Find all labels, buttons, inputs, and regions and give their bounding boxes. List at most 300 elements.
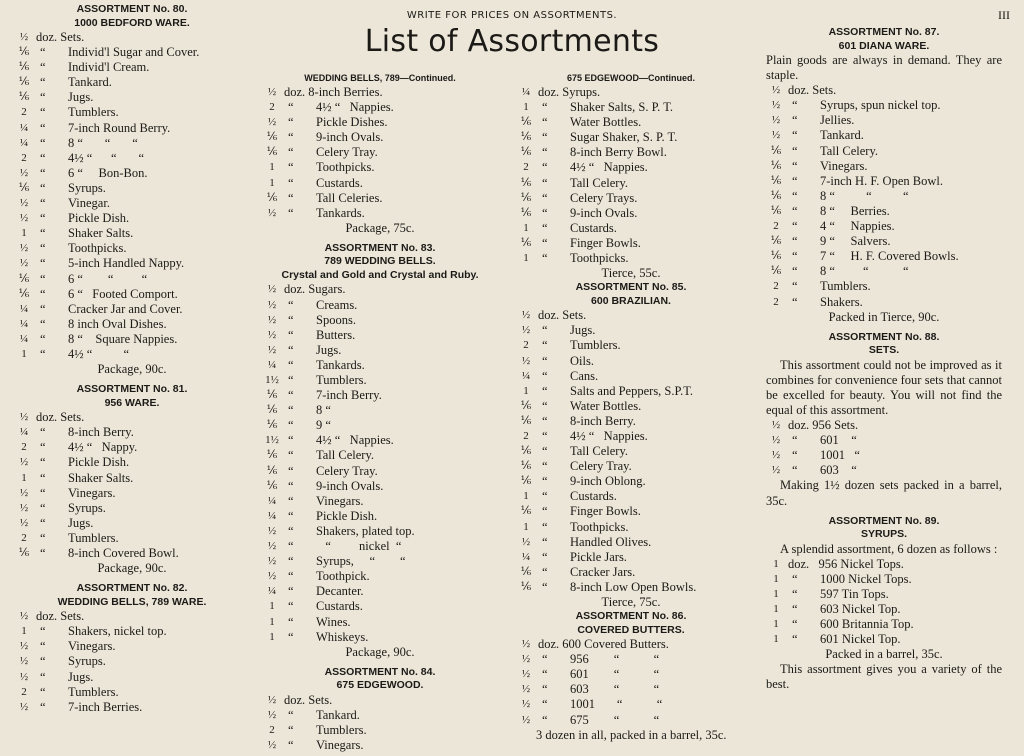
item-quantity: 1 — [269, 176, 275, 189]
item-quantity: ⅙ — [520, 146, 532, 159]
item-quantity: ½ — [19, 700, 29, 713]
item-text: Sugar Shaker, S. P. T. — [570, 130, 678, 145]
item-text: 1001 “ “ — [570, 697, 663, 712]
ditto-mark: “ — [792, 113, 798, 128]
item-quantity: 1 — [21, 625, 27, 638]
ditto-mark: “ — [792, 617, 798, 632]
ditto-mark: “ — [288, 722, 294, 737]
item-text: Tall Celery. — [316, 448, 375, 463]
ditto-mark: “ — [288, 448, 294, 463]
item-quantity: ½ — [19, 242, 29, 255]
item-text: 1000 Nickel Tops. — [820, 571, 912, 586]
item-quantity: ⅙ — [520, 460, 532, 473]
list-item — [14, 670, 250, 685]
list-item — [14, 226, 250, 241]
assortment-83-package: Package, 90c. — [345, 644, 415, 659]
item-text: Tumblers. — [68, 684, 119, 699]
ditto-mark: “ — [40, 135, 46, 150]
item-text: 956 “ “ — [570, 652, 660, 667]
ditto-mark: “ — [542, 145, 548, 160]
item-quantity: ⅙ — [266, 479, 278, 492]
assortment-89-subtitle: SYRUPS. — [860, 528, 908, 541]
item-text: Jugs. — [570, 323, 596, 338]
ditto-mark: “ — [40, 301, 46, 316]
item-quantity: ¼ — [267, 509, 277, 522]
item-quantity: ⅙ — [18, 547, 30, 559]
list-item — [14, 75, 250, 90]
ditto-mark: “ — [792, 173, 798, 188]
ditto-mark: “ — [40, 639, 46, 654]
item-quantity: 1 — [21, 227, 27, 240]
ditto-mark: “ — [542, 519, 548, 534]
item-text: 8 “ — [316, 403, 331, 418]
item-text: 600 Britannia Top. — [820, 617, 914, 632]
assortment-83-subtitle-2: Crystal and Gold and Crystal and Ruby. — [281, 268, 479, 281]
item-quantity: ⅙ — [18, 76, 30, 89]
list-item — [262, 358, 498, 373]
list-item — [516, 682, 746, 697]
item-text: 6 “ Bon-Bon. — [68, 165, 148, 180]
list-item — [516, 323, 746, 338]
item-text: Celery Tray. — [316, 145, 378, 160]
item-quantity: ⅙ — [266, 131, 278, 144]
ditto-mark: “ — [40, 654, 46, 669]
assortment-80-package: Package, 90c. — [97, 362, 167, 377]
assortment-85-items — [516, 308, 746, 595]
ditto-mark: “ — [40, 105, 46, 120]
list-item — [766, 234, 1002, 249]
item-text: Vinegars. — [316, 493, 364, 508]
list-item — [766, 448, 1002, 463]
item-text: Tall Celery. — [570, 444, 629, 459]
item-text: Oils. — [570, 353, 594, 368]
item-text: Tumblers. — [316, 722, 367, 737]
item-text: 601 “ “ — [570, 667, 660, 682]
ditto-mark: “ — [542, 115, 548, 130]
ditto-mark: “ — [40, 485, 46, 500]
item-quantity: ½ — [267, 86, 277, 98]
item-text: Tankard. — [820, 128, 864, 143]
ditto-mark: “ — [40, 60, 46, 75]
ditto-mark: “ — [542, 323, 548, 338]
ditto-mark: “ — [792, 448, 798, 463]
ditto-mark: “ — [792, 632, 798, 647]
list-item — [14, 654, 250, 669]
item-quantity: ¼ — [267, 585, 277, 598]
ditto-mark: “ — [288, 190, 294, 205]
item-text: Water Bottles. — [570, 398, 642, 413]
ditto-mark: “ — [792, 98, 798, 113]
ditto-mark: “ — [40, 455, 46, 470]
item-text: Tumblers. — [68, 530, 119, 545]
ditto-mark: “ — [288, 433, 294, 448]
list-item — [14, 471, 250, 486]
list-item — [262, 160, 498, 175]
item-text: Tankards. — [316, 357, 365, 372]
assortment-84-title: ASSORTMENT No. 84. — [324, 665, 436, 678]
item-text: doz. Syrups. — [538, 85, 601, 99]
item-text: 4½ “ “ “ — [68, 150, 145, 165]
assortment-89-package: Packed in a barrel, 35c. — [825, 647, 943, 662]
item-quantity: ¼ — [19, 317, 29, 330]
item-text: doz. Sets. — [36, 609, 85, 624]
item-quantity: ⅙ — [266, 146, 278, 159]
ditto-mark: “ — [40, 271, 46, 286]
item-quantity: ⅙ — [266, 464, 278, 477]
item-quantity: 1 — [773, 633, 779, 646]
item-text: 8-inch Berry Bowl. — [570, 145, 667, 160]
assortment-89-closing: This assortment gives you a variety of the best. — [766, 662, 1002, 692]
item-text: 7-inch H. F. Open Bowl. — [820, 173, 943, 188]
list-item — [14, 256, 250, 271]
item-text: Tall Celery. — [820, 143, 879, 158]
ditto-mark: “ — [542, 579, 548, 594]
assortment-85-subtitle: 600 BRAZILIAN. — [591, 294, 671, 307]
ditto-mark: “ — [288, 493, 294, 508]
item-quantity: ½ — [267, 328, 277, 341]
item-text: doz. Sugars. — [284, 282, 346, 297]
ditto-mark: “ — [542, 474, 548, 489]
list-item — [516, 308, 746, 323]
item-text: Custards. — [570, 220, 617, 235]
ditto-mark: “ — [40, 331, 46, 346]
item-text: Syrups, spun nickel top. — [820, 98, 941, 113]
list-item — [14, 700, 250, 715]
prices-note: WRITE FOR PRICES ON ASSORTMENTS. — [406, 10, 618, 21]
item-text: Jugs. — [68, 90, 94, 105]
item-quantity: ⅙ — [18, 46, 30, 59]
item-quantity: ½ — [267, 313, 277, 326]
list-item — [516, 444, 746, 459]
item-text: 9 “ — [316, 418, 331, 433]
list-item — [14, 609, 250, 624]
ditto-mark: “ — [792, 264, 798, 279]
item-quantity: ½ — [521, 668, 531, 681]
item-quantity: ½ — [521, 324, 531, 337]
item-text: 8 “ “ “ — [820, 188, 909, 203]
item-quantity: ½ — [267, 739, 277, 752]
item-text: 597 Tin Tops. — [820, 586, 889, 601]
list-item — [766, 189, 1002, 204]
item-quantity: ⅙ — [520, 236, 532, 249]
item-quantity: ⅙ — [266, 389, 278, 402]
item-text: doz. Sets. — [284, 692, 333, 707]
item-quantity: ⅙ — [770, 159, 782, 172]
item-quantity: ¼ — [19, 426, 29, 439]
list-item — [516, 176, 746, 191]
list-item — [766, 264, 1002, 279]
item-quantity: ½ — [521, 713, 531, 726]
list-item — [262, 433, 498, 448]
item-quantity: ½ — [521, 309, 531, 322]
ditto-mark: “ — [288, 523, 294, 538]
item-text: Custards. — [316, 175, 363, 190]
item-quantity: ½ — [267, 206, 277, 219]
wedding-bells-continued-package: Package, 75c. — [345, 220, 415, 235]
item-text: doz. 956 Sets. — [788, 418, 859, 433]
item-text: 7-inch Round Berry. — [68, 120, 171, 135]
ditto-mark: “ — [40, 470, 46, 485]
assortment-83-subtitle: 789 WEDDING BELLS. — [324, 255, 436, 268]
item-quantity: ⅙ — [770, 250, 782, 263]
list-item — [14, 302, 250, 317]
item-text: Vinegars. — [316, 738, 364, 753]
item-text: 8-inch Berry. — [570, 413, 636, 428]
ditto-mark: “ — [542, 130, 548, 145]
assortment-80-items — [14, 30, 250, 362]
item-text: Jugs. — [68, 669, 94, 684]
list-item — [262, 599, 498, 614]
list-item — [262, 693, 498, 708]
ditto-mark: “ — [288, 312, 294, 327]
ditto-mark: “ — [792, 279, 798, 294]
item-text: Cracker Jars. — [570, 564, 636, 579]
list-item — [516, 251, 746, 266]
ditto-mark: “ — [792, 143, 798, 158]
item-quantity: 1 — [523, 520, 529, 533]
item-quantity: 1 — [523, 221, 529, 234]
page-title: List of Assortments — [364, 24, 660, 59]
item-quantity: ½ — [267, 283, 277, 296]
item-quantity: 2 — [773, 220, 779, 233]
ditto-mark: “ — [542, 564, 548, 579]
item-quantity: 1 — [523, 252, 529, 265]
item-quantity: 1 — [269, 630, 275, 643]
item-quantity: ⅙ — [266, 191, 278, 204]
list-item — [516, 221, 746, 236]
ditto-mark: “ — [288, 342, 294, 357]
item-text: 9-inch Ovals. — [316, 478, 384, 493]
list-item — [14, 685, 250, 700]
item-text: Toothpicks. — [570, 519, 629, 534]
item-text: Tumblers. — [820, 279, 871, 294]
assortment-88-subtitle: SETS. — [868, 344, 900, 357]
list-item — [14, 332, 250, 347]
item-quantity: ¼ — [267, 358, 277, 371]
item-quantity: ½ — [19, 197, 29, 210]
item-text: 8-inch Berry. — [68, 425, 134, 440]
assortment-87-intro: Plain goods are always in demand. They are staple. — [766, 53, 1002, 83]
assortment-80-subtitle: 1000 BEDFORD WARE. — [74, 16, 190, 29]
item-text: 8 inch Oval Dishes. — [68, 316, 167, 331]
item-quantity: 1 — [269, 615, 275, 628]
ditto-mark: “ — [792, 249, 798, 264]
page-number: III — [998, 8, 1010, 22]
item-text: 7-inch Berries. — [68, 699, 143, 714]
list-item — [516, 115, 746, 130]
item-quantity: ½ — [267, 343, 277, 356]
ditto-mark: “ — [542, 652, 548, 667]
item-text: Celery Tray. — [316, 463, 378, 478]
item-quantity: ½ — [267, 570, 277, 583]
list-item — [14, 30, 250, 45]
list-item — [516, 354, 746, 369]
ditto-mark: “ — [40, 150, 46, 165]
ditto-mark: “ — [288, 388, 294, 403]
item-text: Salts and Peppers, S.P.T. — [570, 383, 694, 398]
ditto-mark: “ — [792, 219, 798, 234]
list-item — [14, 90, 250, 105]
ditto-mark: “ — [40, 530, 46, 545]
item-text: 9-inch Ovals. — [316, 130, 384, 145]
assortment-88-title: ASSORTMENT No. 88. — [828, 330, 940, 343]
item-quantity: 2 — [523, 429, 529, 442]
assortment-81-subtitle: 956 WARE. — [104, 396, 160, 409]
ditto-mark: “ — [542, 175, 548, 190]
ditto-mark: “ — [288, 707, 294, 722]
ditto-mark: “ — [542, 353, 548, 368]
list-item — [14, 501, 250, 516]
item-quantity: ½ — [521, 683, 531, 696]
item-text: 4½ “ Nappies. — [570, 160, 648, 175]
list-item — [262, 524, 498, 539]
item-quantity: ⅙ — [18, 287, 30, 300]
list-item — [14, 410, 250, 425]
item-text: 603 “ — [820, 463, 857, 478]
ditto-mark: “ — [288, 418, 294, 433]
ditto-mark: “ — [40, 500, 46, 515]
list-item — [14, 105, 250, 120]
item-quantity: ⅙ — [18, 61, 30, 74]
list-item — [14, 45, 250, 60]
list-item — [516, 206, 746, 221]
assortment-81-package: Package, 90c. — [97, 561, 167, 576]
item-text: 9 “ Salvers. — [820, 234, 891, 249]
item-text: doz. 956 Nickel Tops. — [788, 556, 904, 571]
assortment-89-title: ASSORTMENT No. 89. — [828, 514, 940, 527]
assortment-85-package: Tierce, 75c. — [601, 595, 661, 609]
item-quantity: ⅙ — [520, 191, 532, 204]
ditto-mark: “ — [40, 425, 46, 440]
assortment-88-text: This assortment could not be improved as it combines for convenience four sets that cannot be excelled for beauty. You will not find the equal of this assortment. — [766, 357, 1002, 417]
item-text: 603 “ “ — [570, 682, 660, 697]
item-quantity: ½ — [267, 693, 277, 706]
wedding-bells-continued-title: WEDDING BELLS, 789—Continued. — [304, 73, 456, 83]
ditto-mark: “ — [542, 549, 548, 564]
item-text: Celery Trays. — [570, 190, 638, 205]
item-quantity: ½ — [19, 486, 29, 499]
list-item — [262, 509, 498, 524]
item-text: doz. Sets. — [36, 410, 85, 425]
ditto-mark: “ — [792, 463, 798, 478]
list-item — [766, 83, 1002, 98]
item-quantity: ¼ — [267, 494, 277, 507]
list-item — [14, 211, 250, 226]
ditto-mark: “ — [288, 403, 294, 418]
ditto-mark: “ — [288, 599, 294, 614]
list-item — [262, 630, 498, 645]
item-text: 1001 “ — [820, 448, 860, 463]
item-text: Celery Tray. — [570, 459, 632, 474]
item-text: Finger Bowls. — [570, 235, 641, 250]
list-item — [516, 338, 746, 353]
item-text: Pickle Dish. — [316, 508, 378, 523]
item-text: Vinegars. — [68, 485, 116, 500]
list-item — [516, 535, 746, 550]
list-item — [262, 569, 498, 584]
item-text: Toothpicks. — [68, 241, 127, 256]
item-quantity: ½ — [771, 419, 781, 432]
ditto-mark: “ — [40, 546, 46, 560]
ditto-mark: “ — [288, 160, 294, 175]
item-text: Toothpicks. — [570, 251, 629, 266]
list-item — [14, 455, 250, 470]
list-item — [262, 738, 498, 753]
list-item — [516, 489, 746, 504]
ditto-mark: “ — [792, 158, 798, 173]
item-text: Toothpicks. — [316, 160, 375, 175]
list-item — [516, 474, 746, 489]
item-text: Custards. — [570, 489, 617, 504]
list-item — [516, 399, 746, 414]
list-item — [262, 373, 498, 388]
assortment-88-package: Making 1½ dozen sets packed in a barrel, 35c. — [766, 478, 1002, 508]
list-item — [262, 494, 498, 509]
list-item — [14, 624, 250, 639]
ditto-mark: “ — [542, 398, 548, 413]
ditto-mark: “ — [40, 440, 46, 455]
ditto-mark: “ — [542, 235, 548, 250]
item-text: doz. Sets. — [36, 30, 85, 44]
item-text: Jellies. — [820, 113, 855, 128]
list-item — [516, 580, 746, 595]
assortment-89-intro: A splendid assortment, 6 dozen as follows : — [780, 541, 998, 556]
ditto-mark: “ — [792, 586, 798, 601]
list-item — [262, 448, 498, 463]
item-text: Finger Bowls. — [570, 504, 641, 519]
list-item — [14, 287, 250, 302]
ditto-mark: “ — [542, 682, 548, 697]
item-quantity: ¼ — [521, 86, 531, 98]
item-quantity: 2 — [21, 531, 27, 544]
ditto-mark: “ — [542, 534, 548, 549]
ditto-mark: “ — [288, 629, 294, 644]
item-quantity: 2 — [21, 106, 27, 119]
item-quantity: 1 — [269, 161, 275, 174]
item-quantity: ⅙ — [770, 204, 782, 217]
list-item — [262, 85, 498, 100]
list-item — [766, 632, 1002, 647]
list-item — [766, 587, 1002, 602]
list-item — [262, 298, 498, 313]
ditto-mark: “ — [542, 251, 548, 266]
list-item — [766, 295, 1002, 310]
item-text: 9-inch Oblong. — [570, 474, 646, 489]
item-quantity: ½ — [267, 116, 277, 129]
ditto-mark: “ — [40, 165, 46, 180]
item-quantity: 2 — [269, 101, 275, 114]
item-quantity: 2 — [773, 295, 779, 308]
ditto-mark: “ — [542, 160, 548, 175]
ditto-mark: “ — [542, 489, 548, 504]
ditto-mark: “ — [542, 190, 548, 205]
list-item — [14, 425, 250, 440]
item-quantity: 1 — [773, 603, 779, 615]
list-item — [516, 667, 746, 682]
list-item — [262, 388, 498, 403]
column-2 — [262, 72, 498, 753]
item-quantity: ¼ — [19, 332, 29, 345]
ditto-mark: “ — [288, 539, 294, 554]
item-quantity: 2 — [269, 723, 275, 736]
list-item — [766, 144, 1002, 159]
assortment-89-items — [766, 557, 1002, 648]
list-item — [14, 486, 250, 501]
item-quantity: ½ — [19, 166, 29, 179]
list-item — [262, 418, 498, 433]
item-text: “ nickel “ — [316, 539, 402, 554]
list-item — [516, 130, 746, 145]
